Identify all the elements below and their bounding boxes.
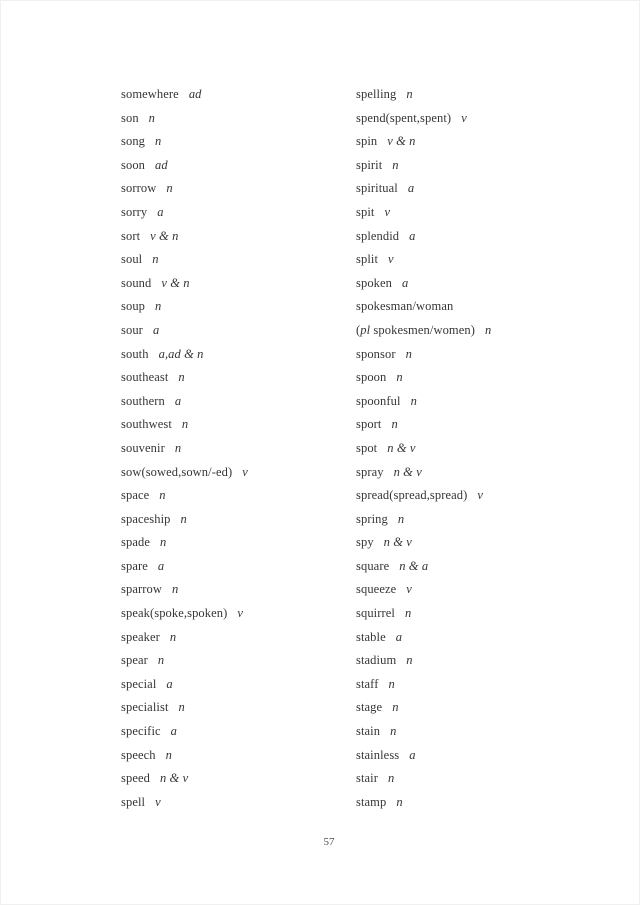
pos-tag: n (169, 629, 177, 644)
word-text: squeeze (356, 582, 397, 597)
pos-tag: a (170, 724, 178, 739)
word-text: stable (356, 629, 386, 644)
pos-tag: n (181, 417, 189, 432)
word-text: split (356, 252, 379, 267)
word-entry (356, 248, 491, 272)
word-entry (356, 437, 491, 461)
word-entry (356, 366, 491, 390)
word-entry (121, 602, 248, 626)
word-text: sound (121, 275, 152, 290)
word-entry (121, 201, 248, 225)
word-entry (121, 578, 248, 602)
pos-tag: a (157, 204, 164, 219)
pos-tag: n (397, 511, 405, 526)
pos-tag: n (388, 771, 395, 786)
pos-tag: a (166, 676, 173, 691)
word-text: spend(spent,spent) (356, 110, 452, 125)
pos-tag: n (174, 440, 182, 455)
word-entry (121, 130, 248, 154)
word-text: spray (356, 464, 384, 479)
pos-tag: n (410, 393, 417, 408)
word-entry (356, 649, 491, 673)
word-text: stair (356, 771, 379, 786)
word-entry (356, 130, 491, 154)
word-entry (121, 225, 248, 249)
word-text: square (356, 558, 390, 573)
pos-tag: n (396, 794, 403, 809)
pos-tag: a (409, 228, 416, 243)
pos-tag: n & v (159, 771, 189, 786)
word-text: spelling (356, 87, 397, 101)
word-text: soul (121, 252, 143, 267)
word-entry (356, 390, 491, 414)
word-text: southeast (121, 370, 169, 385)
word-entry (121, 673, 248, 697)
pos-tag: v (406, 582, 412, 597)
word-entry (121, 720, 248, 744)
word-entry (356, 744, 491, 768)
word-text: space (121, 488, 150, 503)
word-text: spear (121, 653, 148, 668)
word-entry (356, 555, 491, 579)
word-entry (356, 83, 491, 107)
word-text: sponsor (356, 346, 396, 361)
word-entry (121, 177, 248, 201)
pos-tag: ad (188, 87, 202, 101)
word-entry (356, 626, 491, 650)
word-entry (356, 413, 491, 437)
word-entry (121, 744, 248, 768)
word-entry (356, 720, 491, 744)
word-entry (356, 484, 491, 508)
pos-tag: v (155, 794, 161, 809)
pos-tag: n & v (393, 464, 422, 479)
word-entry (356, 272, 491, 296)
pos-tag: n (171, 582, 179, 597)
word-entry (121, 154, 248, 178)
word-entry (121, 508, 248, 532)
page-number: 57 (323, 836, 335, 848)
word-text: speed (121, 771, 150, 786)
pos-tag: n (155, 134, 162, 149)
word-entry (121, 791, 248, 815)
pos-tag: n (159, 488, 166, 503)
pos-tag: n (406, 653, 413, 668)
word-entry (356, 154, 491, 178)
pos-tag: n (165, 747, 172, 762)
pos-tag: n (404, 606, 412, 621)
pos-tag: n (388, 676, 395, 691)
word-entry (356, 508, 491, 532)
word-entry (356, 531, 491, 555)
word-entry (356, 201, 491, 225)
word-text: sport (356, 417, 382, 432)
pos-tag: n & a (399, 558, 429, 573)
word-text: somewhere (121, 87, 179, 101)
word-text: spin (356, 134, 378, 149)
pos-tag: n (392, 157, 399, 172)
word-text: spare (121, 558, 148, 573)
word-entry (121, 767, 248, 791)
word-entry (121, 626, 248, 650)
word-entry (121, 461, 248, 485)
word-text: spiritual (356, 181, 398, 196)
word-text: spread(spread,spread) (356, 488, 468, 503)
word-entry (356, 461, 491, 485)
word-entry (121, 319, 248, 343)
pos-tag: n (157, 653, 165, 668)
word-entry (121, 272, 248, 296)
word-text: speaker (121, 629, 160, 644)
pos-tag: v (461, 110, 467, 125)
word-list-column-left (121, 83, 248, 814)
word-entry (356, 791, 491, 815)
word-text: spot (356, 440, 378, 455)
word-text: special (121, 676, 157, 691)
pos-tag: ad (155, 157, 168, 172)
pos-tag: n (148, 110, 156, 125)
word-text: spit (356, 204, 375, 219)
pos-tag: n (390, 724, 397, 739)
pos-tag: a (174, 393, 182, 408)
word-list-column-right (356, 83, 491, 814)
pos-tag: n (155, 299, 162, 314)
word-entry (121, 413, 248, 437)
word-text: spaceship (121, 511, 171, 526)
word-entry (121, 107, 248, 131)
word-text: specific (121, 724, 161, 739)
pos-tag: n (405, 346, 412, 361)
word-text: stain (356, 724, 381, 739)
pos-tag: v & n (387, 134, 416, 149)
word-text: son (121, 110, 139, 125)
pos-tag: n & v (387, 440, 416, 455)
pos-tag: a (407, 181, 415, 196)
word-text: squirrel (356, 606, 395, 621)
word-entry (121, 295, 248, 319)
word-entry (121, 366, 248, 390)
word-text: stainless (356, 747, 400, 762)
pos-tag: v (388, 252, 394, 267)
word-text: spoken (356, 275, 393, 290)
word-entry (356, 696, 491, 720)
word-entry (121, 531, 248, 555)
pos-tag: n (166, 181, 173, 196)
word-entry (121, 390, 248, 414)
word-text: spring (356, 511, 388, 526)
pos-tag: n (180, 511, 187, 526)
word-entry (121, 83, 248, 107)
word-text: stage (356, 700, 383, 715)
pos-tag: n (406, 87, 413, 101)
pos-tag: n & v (383, 535, 412, 550)
word-text: soon (121, 157, 146, 172)
word-entry (356, 319, 491, 343)
word-text: spell (121, 794, 146, 809)
pos-tag: v (242, 464, 248, 479)
word-text: song (121, 134, 146, 149)
pos-tag: n (396, 370, 403, 385)
pos-tag: a (157, 558, 165, 573)
word-entry (121, 696, 248, 720)
word-text: souvenir (121, 440, 165, 455)
word-text: spoonful (356, 393, 401, 408)
pos-tag: a,ad & n (158, 346, 204, 361)
word-entry (121, 437, 248, 461)
word-text: southern (121, 393, 165, 408)
word-entry (356, 578, 491, 602)
pos-tag: n (178, 370, 185, 385)
pos-tag: v (237, 606, 244, 621)
word-text: specialist (121, 700, 169, 715)
word-text: spoon (356, 370, 387, 385)
word-entry (356, 225, 491, 249)
word-text: sow(sowed,sown/-ed) (121, 464, 233, 479)
pos-tag: v & n (150, 228, 179, 243)
pos-tag: n (392, 700, 399, 715)
word-entry (356, 767, 491, 791)
pos-tag: a (409, 747, 416, 762)
pos-tag: v (384, 204, 391, 219)
word-text: speech (121, 747, 156, 762)
word-text: stadium (356, 653, 397, 668)
pos-tag: n (159, 535, 167, 550)
pos-tag: n (391, 417, 398, 432)
word-text: splendid (356, 228, 400, 243)
pos-tag: v & n (161, 275, 190, 290)
word-text: staff (356, 676, 379, 691)
word-text: spokesman/woman (356, 299, 454, 314)
word-entry (121, 555, 248, 579)
pos-tag: a (402, 275, 409, 290)
pos-tag: n (152, 252, 159, 267)
word-entry (356, 602, 491, 626)
word-entry (121, 484, 248, 508)
word-entry (356, 295, 491, 319)
word-text: spade (121, 535, 150, 550)
word-text: spirit (356, 157, 383, 172)
word-text: sorry (121, 204, 148, 219)
word-text: (pl spokesmen/women) (356, 322, 476, 337)
pos-tag: n (485, 322, 492, 337)
word-text: south (121, 346, 149, 361)
pos-tag: v (477, 488, 484, 503)
word-text: spy (356, 535, 374, 550)
pos-tag: a (152, 322, 160, 337)
word-text: sour (121, 322, 143, 337)
word-entry (356, 343, 491, 367)
pos-tag: a (395, 629, 403, 644)
word-entry (121, 248, 248, 272)
word-text: sparrow (121, 582, 162, 597)
pos-tag: n (178, 700, 185, 715)
word-text: sorrow (121, 181, 157, 196)
word-entry (121, 343, 248, 367)
word-text: southwest (121, 417, 172, 432)
word-text: speak(spoke,spoken) (121, 606, 228, 621)
word-text: stamp (356, 794, 387, 809)
word-entry (121, 649, 248, 673)
word-text: soup (121, 299, 146, 314)
word-entry (356, 177, 491, 201)
word-text: sort (121, 228, 141, 243)
word-entry (356, 673, 491, 697)
word-entry (356, 107, 491, 131)
